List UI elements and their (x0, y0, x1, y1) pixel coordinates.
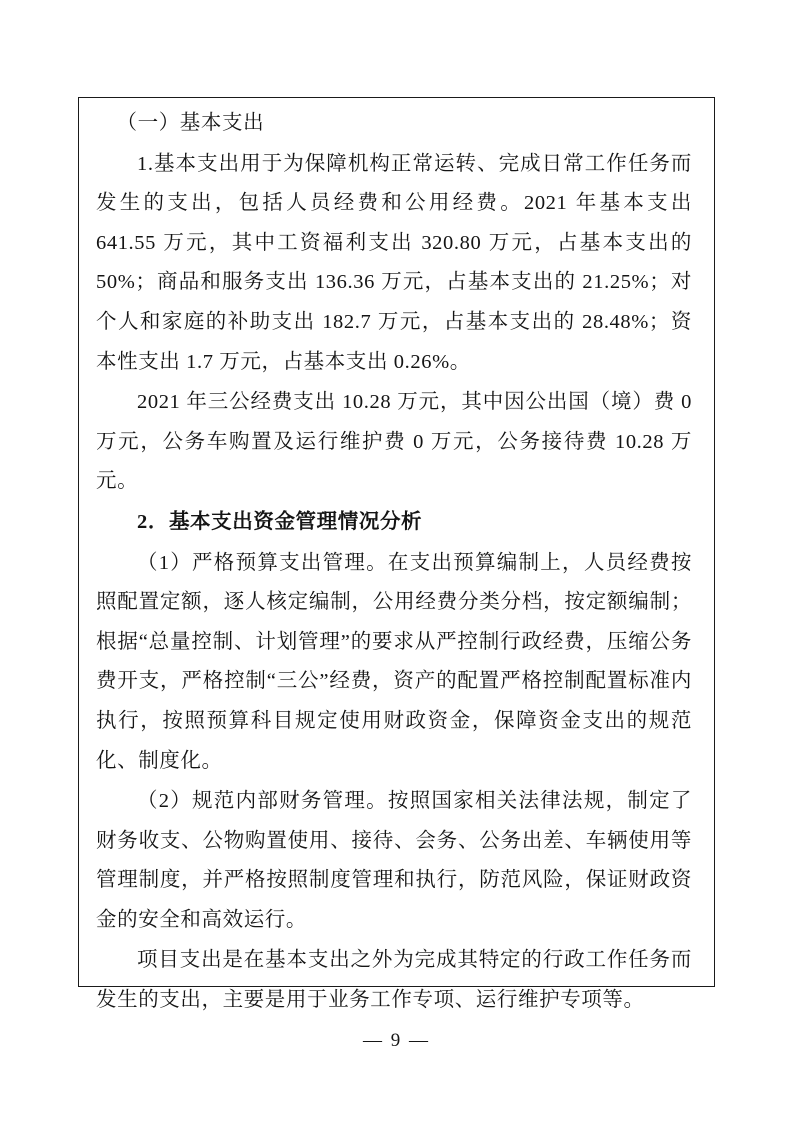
para-strict-budget-management: （1）严格预算支出管理。在支出预算编制上，人员经费按照配置定额，逐人核定编制，公用经费分类分档，按定额编制；根据“总量控制、计划管理”的要求从严控制行政经费，压缩公务费开支，严格控制“三公”经费，资产的配置严格控制配置标准内执行，按照预算科目规定使用财政资金，保障资金支出的规范化、制度化。 (96, 551, 692, 772)
heading-fund-management-analysis: 2．基本支出资金管理情况分析 (137, 510, 423, 533)
para-basic-expenditure-detail: 1.基本支出用于为保障机构正常运转、完成日常工作任务而发生的支出，包括人员经费和公用经费。2021 年基本支出 641.55 万元，其中工资福利支出 320.80 万元，占基本支出的 50%；商品和服务支出 136.36 万元，占基本支出的 21.25%；对个人和家庭的补助支出 182.7 万元，占基本支出的 28.48%；资本性支出 1.7 万元，占基本支出 0.26%。 (96, 152, 692, 373)
page-number: — 9 — (363, 1030, 430, 1051)
para-project-expenditure: 项目支出是在基本支出之外为完成其特定的行政工作任务而发生的支出，主要是用于业务工作专项、运行维护专项等。 (96, 949, 692, 1012)
document-text-body (96, 104, 700, 1022)
para-internal-finance-management: （2）规范内部财务管理。按照国家相关法律法规，制定了财务收支、公物购置使用、接待、会务、公务出差、车辆使用等管理制度，并严格按照制度管理和执行，防范风险，保证财政资金的安全和高效运行。 (96, 790, 692, 931)
section-heading-basic-expenditure: （一）基本支出 (116, 112, 265, 134)
para-three-public-expenses: 2021 年三公经费支出 10.28 万元，其中因公出国（境）费 0 万元，公务车购置及运行维护费 0 万元，公务接待费 10.28 万元。 (96, 391, 692, 493)
